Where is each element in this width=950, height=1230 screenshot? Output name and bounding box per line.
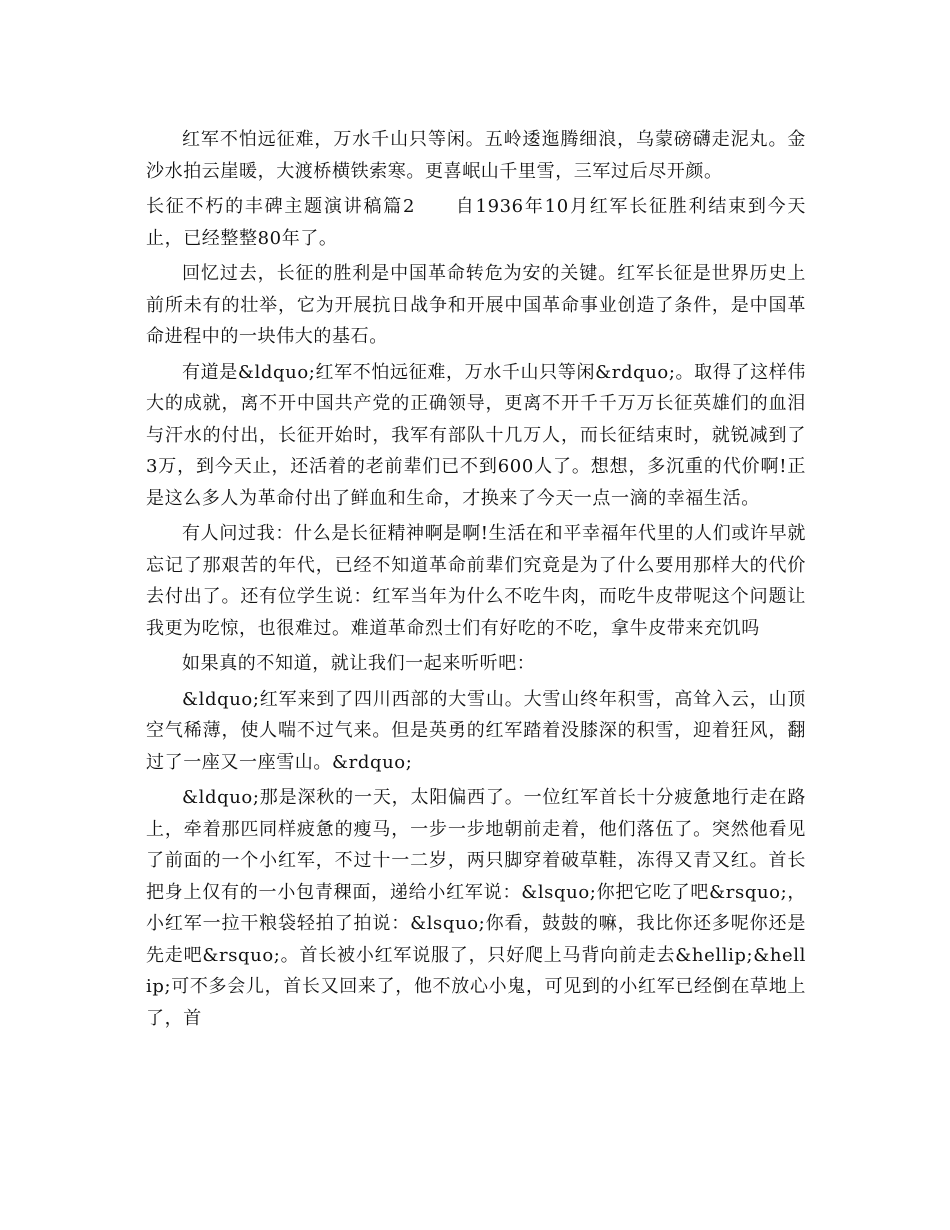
document-page xyxy=(146,124,806,1184)
paragraph-achievement: 有道是&ldquo;红军不怕远征难，万水千山只等闲&rdquo;。取得了这样伟大的成就，离不开中国共产党的正确领导，更离不开千千万万长征英雄们的血泪与汗水的付出，长征开始时，我军有部队十几万人，而长征结束时，就锐减到了3万，到今天止，还活着的老前辈们已不到600人了。想想，多沉重的代价啊!正是这么多人为革命付出了鲜血和生命，才换来了今天一点一滴的幸福生活。 xyxy=(146,361,806,509)
paragraph-question: 有人问过我：什么是长征精神啊是啊!生活在和平幸福年代里的人们或许早就忘记了那艰苦的年代，已经不知道革命前辈们究竟是为了什么要用那样大的代价去付出了。还有位学生说：红军当年为什么不吃牛肉，而吃牛皮带呢这个问题让我更为吃惊，也很难过。难道革命烈士们有好吃的不吃，拿牛皮带来充饥吗 xyxy=(146,523,806,639)
paragraph-listen: 如果真的不知道，就让我们一起来听听吧： xyxy=(182,653,536,674)
paragraph-snow-mountain: &ldquo;红军来到了四川西部的大雪山。大雪山终年积雪，高耸入云，山顶空气稀薄，使人喘不过气来。但是英勇的红军踏着没膝深的积雪，迎着狂风，翻过了一座又一座雪山。&rdquo; xyxy=(146,688,806,773)
paragraph-recall: 回忆过去，长征的胜利是中国革命转危为安的关键。红军长征是世界历史上前所未有的壮举，它为开展抗日战争和开展中国革命事业创造了条件，是中国革命进程中的一块伟大的基石。 xyxy=(146,263,806,347)
paragraph-little-soldier: &ldquo;那是深秋的一天，太阳偏西了。一位红军首长十分疲惫地行走在路上，牵着那匹同样疲惫的瘦马，一步一步地朝前走着，他们落伍了。突然他看见了前面的一个小红军，不过十一二岁，两只脚穿着破草鞋，冻得又青又红。首长把身上仅有的一小包青稞面，递给小红军说：&lsquo;你把它吃了吧&rsquo;，小红军一拉干粮袋轻拍了拍说：&lsquo;你看，鼓鼓的嘛，我比你还多呢你还是先走吧&rsquo;。首长被小红军说服了，只好爬上马背向前走去&hellip;&hellip;可不多会儿，首长又回来了，他不放心小鬼，可见到的小红军已经倒在草地上了，首 xyxy=(146,787,806,1029)
paragraph-poem: 红军不怕远征难，万水千山只等闲。五岭逶迤腾细浪，乌蒙磅礴走泥丸。金沙水拍云崖暖，大渡桥横铁索寒。更喜岷山千里雪，三军过后尽开颜。 xyxy=(146,129,806,182)
paragraph-heading-intro: 长征不朽的丰碑主题演讲稿篇2 自1936年10月红军长征胜利结束到今天止，已经整整80年了。 xyxy=(146,196,806,249)
